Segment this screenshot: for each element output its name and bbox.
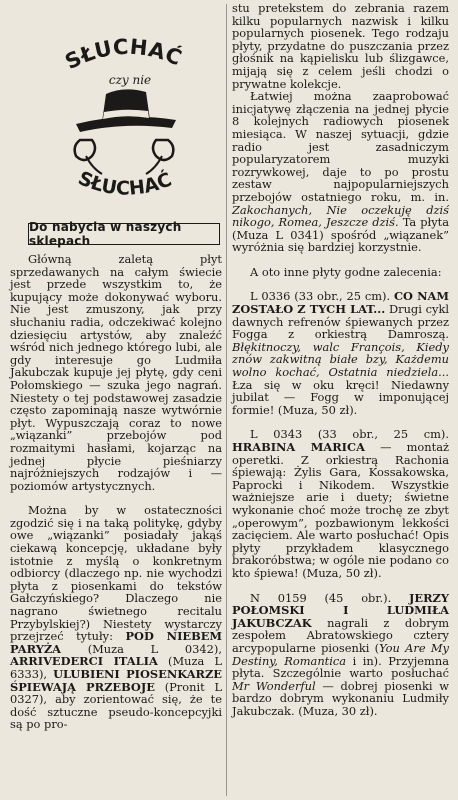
- record-review: N 0159 (45 obr.). JERZY POŁOMSKI I LUDMIŁA JAKUBCZAK nagrali z dobrym zespołem Abratowskiego cztery arcypopularne piosenki (You Are My Destiny, Romantica i in). Przyjemna płyta. Szczególnie warto posłuchać Mr Wonderful — dobrej piosenki w bardzo dobrym wykonaniu Ludmiły Jakubczak. (Muza, 30 zł).: [232, 590, 450, 718]
- listen-or-not-logo: [58, 28, 190, 206]
- left-body-text: [10, 253, 222, 731]
- record-review: L 0343 (33 obr., 25 cm). HRABINA MARICA — montaż operetki. Z orkiestrą Rachonia śpiewają: Żylis Gara, Kossakowska, Paprocki i Nikodem. Wszystkie ważniejsze arie i duety; świetne wykonanie choć może trochę ze zbyt „operowym”, pozbawionym lekkości zacięciem. Ale warto posłuchać! Opis płyty przykładem klasycznego brakoróbstwa; w ogóle nie podano co kto śpiewa! (Muza, 50 zł).: [232, 427, 449, 580]
- right-body-text: [232, 2, 449, 717]
- svg-text:SŁUCHAĆ: [61, 35, 185, 75]
- paragraph: Można by w ostateczności zgodzić się i na taką politykę, gdyby owe „wiązanki” posiadały jakąś ciekawą koncepcję, układane były istotnie z myślą o konkretnym odbiorcy (dlaczego np. nie wychodzi płyta z piosenkami do tekstów Gałczyńskiego? Dlaczego nie nagrano świetnego recitalu Przybylskiej?) Niestety wystarczy przejrzeć tytuły: POD NIEBEM PARYŻA (Muza L 0342), ARRIVEDERCI ITALIA (Muza L 6333), ULUBIENI PIOSENKARZE ŚPIEWAJĄ PRZEBOJE (Pronit L 0327), aby zorientować się, że te dość sztuczne pseudo-koncepcyjki są po pro-: [10, 503, 223, 732]
- column-divider: [226, 4, 227, 796]
- logo-word-mid: czy nie: [108, 73, 152, 87]
- svg-text:SŁUCHAĆ: [75, 167, 175, 200]
- paragraph: A oto inne płyty godne zalecenia:: [250, 264, 442, 279]
- paragraph: Główną zaletą płyt sprzedawanych na całym świecie jest przede wszystkim to, że kupujący może dokonywać wyboru. Nie jest zmuszony, jak przy słuchaniu radia, odczekiwać kolejno dziesięciu artystów, aby znaleźć wśród nich jednego którego lubi, ale gdy interesuje go Ludmiła Jakubczak kupuje jej płytę, gdy ceni Połomskiego — szuka jego nagrań. Niestety o tej podstawowej zasadzie często zapominają nasze wytwórnie płyt. Wypuszczają coraz to nowe „wiązanki” przebojów pod rozmaitymi hasłami, kojarząc na jednej płycie pieśniarzy najróżniejszych rodzajów i — poziomów artystycznych.: [10, 252, 222, 493]
- record-review: L 0336 (33 obr., 25 cm). CO NAM ZOSTAŁO Z TYCH LAT... Drugi cykl dawnych refrenów śpiewanych przez Fogga z orkiestrą Damroszą. Błękitnoczy, walc François, Kiedy znów zakwitną białe bzy, Każdemu wolno kochać, Ostatnia niedziela... Łza się w oku kręci! Niedawny jubilat — Fogg w imponującej formie! (Muza, 50 zł).: [232, 289, 449, 417]
- section-banner: Do nabycia w naszych sklepach: [28, 223, 220, 245]
- paragraph: Łatwiej można zaaprobować inicjatywę złączenia na jednej płycie 8 kolejnych radiowych piosenek miesiąca. W naszej sytuacji, gdzie radio jest zasadniczym popularyzatorem muzyki rozrywkowej, daje to po prostu zestaw najpopularniejszych przebojów ostatniego roku, m. in. Zakochanych, Nie oczekuję dziś nikogo, Romea, Jeszcze dziś. Ta płyta (Muza L 0341) spośród „wiązanek” wyróżnia się bardziej korzystnie.: [232, 89, 450, 255]
- logo-word-bottom: SŁUCHAĆ: [74, 167, 175, 200]
- logo-word-top: SŁUCHAĆ: [61, 34, 186, 75]
- paragraph: stu pretekstem do zebrania razem kilku popularnych nazwisk i kilku popularnych piosenek. Tego rodzaju płyty, przydatne do puszczania przez głośnik na kąpielisku lub ślizgawce, mijają się z celem jeśli chodzi o prywatne kolekcje.: [232, 1, 449, 91]
